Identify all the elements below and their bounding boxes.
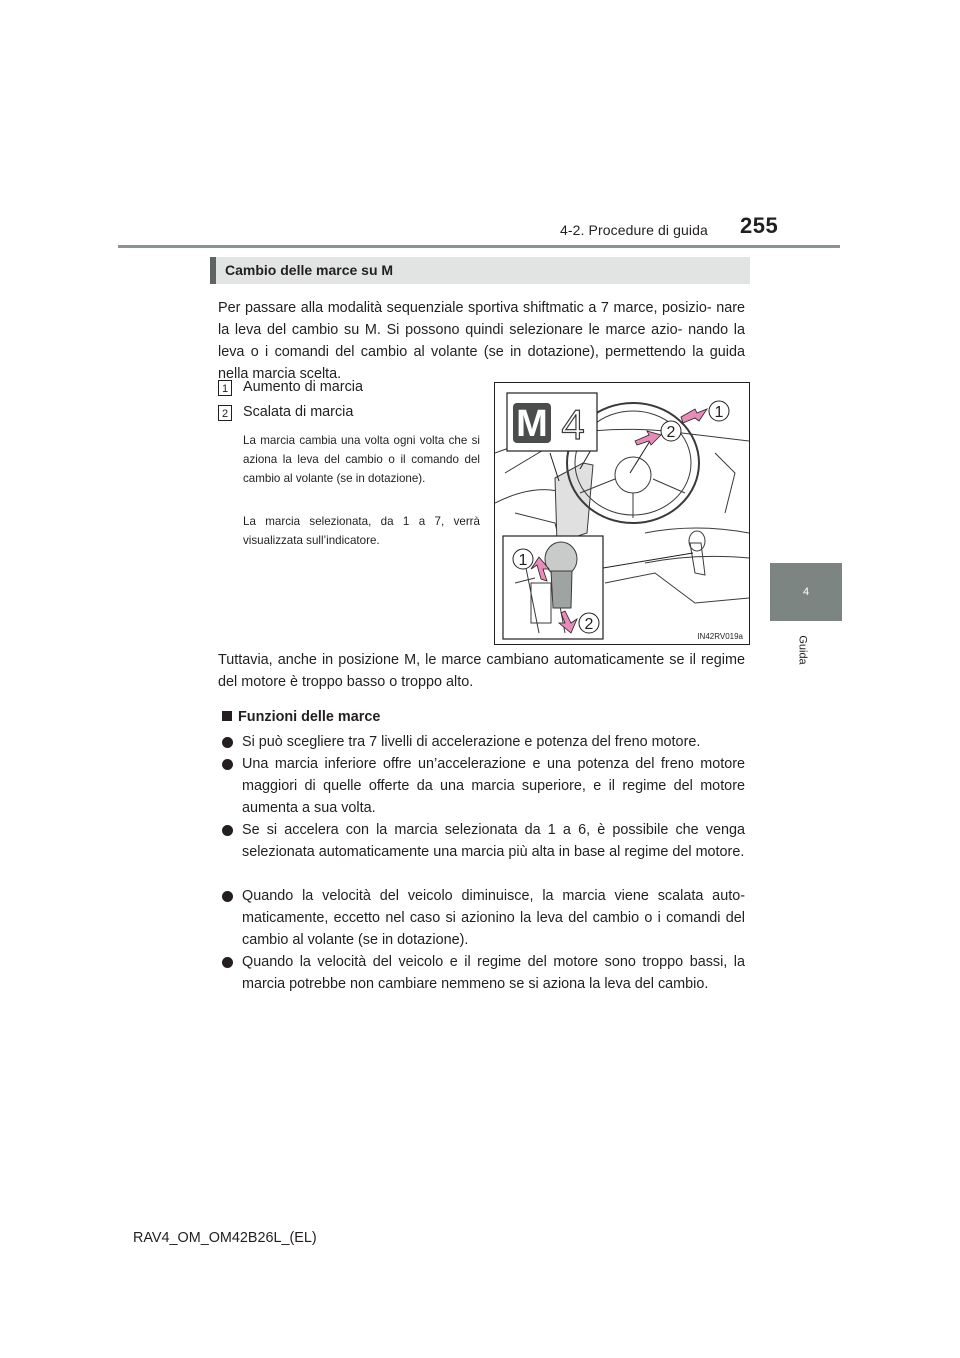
section-title-bar bbox=[210, 257, 750, 284]
note-gear-indicator: La marcia selezionata, da 1 a 7, verrà visualizzata sull’indicatore. bbox=[243, 515, 480, 547]
document-footer: RAV4_OM_OM42B26L_(EL) bbox=[133, 1230, 317, 1246]
callout-downshift-paddle: 2 bbox=[666, 424, 676, 441]
bullet-dot-icon bbox=[222, 737, 233, 748]
chapter-tab bbox=[770, 563, 842, 621]
callout-upshift-lever: 1 bbox=[518, 552, 528, 569]
note-shift-behaviour: La marcia cambia una volta ogni volta che si aziona la leva del cambio o il comando del cambio al volante (se in dotazione). bbox=[243, 434, 480, 485]
auto-shift-paragraph: Tuttavia, anche in posizione M, le marce cambiano automaticamente se il regime del motore è troppo basso o troppo alto. bbox=[218, 652, 745, 690]
bullet-item bbox=[218, 753, 745, 819]
chapter-tab-label-text: Guida bbox=[796, 635, 809, 665]
item-label-upshift: Aumento di marcia bbox=[243, 379, 363, 395]
gear-mode-letter: M bbox=[516, 403, 548, 445]
bullet-dot-icon bbox=[222, 825, 233, 836]
upshift-paddle-arrow bbox=[681, 409, 707, 423]
bullet-text: Se si accelera con la marcia selezionata da 1 a 6, è possibile che venga selezionata automaticamente una marcia più alta in base al regime del motore. bbox=[242, 822, 745, 860]
header-rule bbox=[118, 245, 840, 248]
shift-illustration bbox=[494, 382, 750, 645]
bullet-text: Quando la velocità del veicolo diminuisce, la marcia viene scalata auto- maticamente, eccetto nel caso si azionino la leva del cambio o i comandi del cambio al volante (se in dotazione). bbox=[242, 888, 745, 948]
bullet-dot-icon bbox=[222, 957, 233, 968]
subsection-title: Funzioni delle marce bbox=[238, 709, 381, 725]
gear-number-digit: 4 bbox=[561, 401, 585, 448]
bullet-text: Si può scegliere tra 7 livelli di accelerazione e potenza del freno motore. bbox=[242, 734, 701, 750]
intro-paragraph: Per passare alla modalità sequenziale sportiva shiftmatic a 7 marce, posizio- nare la leva del cambio su M. Si possono quindi selezionare le marce azio- nando la leva o i comandi del cambio al volante (se in dotazione), permettendo la guida nella marcia scelta. bbox=[218, 300, 745, 382]
figure-code: IN42RV019a bbox=[697, 632, 743, 641]
bullet-dot-icon bbox=[222, 759, 233, 770]
section-bar-marker bbox=[210, 257, 216, 284]
square-bullet-icon bbox=[222, 711, 232, 721]
page-number: 255 bbox=[740, 213, 779, 238]
downshift-paddle-arrow bbox=[635, 431, 661, 445]
callout-downshift-lever: 2 bbox=[584, 616, 594, 633]
item-number-1: 1 bbox=[218, 380, 232, 396]
section-title: Cambio delle marce su M bbox=[225, 262, 394, 278]
subsection-heading bbox=[222, 709, 380, 725]
chapter-tab-number: 4 bbox=[802, 586, 810, 598]
bullet-dot-icon bbox=[222, 891, 233, 902]
item-number-2: 2 bbox=[218, 405, 232, 421]
bullet-text: Quando la velocità del veicolo e il regime del motore sono troppo bassi, la marcia potrebbe non cambiare nemmeno se si aziona la leva del cambio. bbox=[242, 954, 745, 992]
bullet-item bbox=[218, 885, 745, 951]
bullet-text: Una marcia inferiore offre un’accelerazione e una potenza del freno motore maggiori di quelle offerte da una marcia superiore, e il regime del motore aumenta a sua volta. bbox=[242, 756, 745, 816]
bullet-item bbox=[218, 731, 745, 753]
item-label-downshift: Scalata di marcia bbox=[243, 404, 354, 420]
running-header-section: 4-2. Procedure di guida bbox=[560, 222, 708, 238]
chapter-tab-label bbox=[773, 630, 833, 670]
callout-upshift-paddle: 1 bbox=[714, 404, 724, 421]
shift-illustration-drawing bbox=[495, 383, 749, 644]
bullet-item bbox=[218, 819, 745, 863]
bullet-item bbox=[218, 951, 745, 995]
